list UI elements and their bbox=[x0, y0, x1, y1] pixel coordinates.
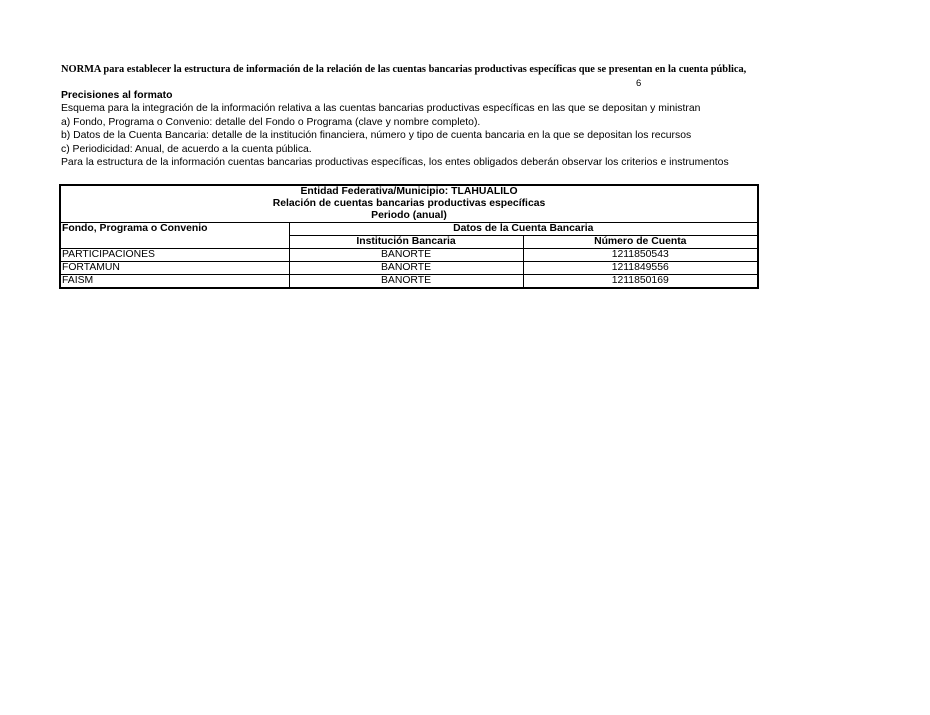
precisiones-line: b) Datos de la Cuenta Bancaria: detalle de la institución financiera, número y tipo de cuenta bancaria en la que se depositan los recursos bbox=[61, 130, 692, 142]
cell-fondo: FORTAMUN bbox=[60, 262, 289, 275]
table-header-entity-row bbox=[60, 185, 758, 198]
table-subtitle: Relación de cuentas bancarias productivas específicas bbox=[272, 198, 546, 209]
table-row bbox=[60, 262, 758, 275]
table-entity-title: Entidad Federativa/Municipio: TLAHUALILO bbox=[300, 186, 518, 197]
precisiones-line: c) Periodicidad: Anual, de acuerdo a la cuenta pública. bbox=[61, 143, 312, 155]
precisiones-line: a) Fondo, Programa o Convenio: detalle del Fondo o Programa (clave y nombre completo). bbox=[61, 116, 481, 128]
table-header-period-row bbox=[60, 210, 758, 223]
column-header-numero: Número de Cuenta bbox=[594, 236, 687, 247]
precisiones-line: Para la estructura de la información cuentas bancarias productivas específicas, los entes obligados deberán observar los criterios e instrumentos bbox=[61, 157, 729, 169]
table-period: Periodo (anual) bbox=[371, 210, 447, 221]
precisiones-line: Esquema para la integración de la información relativa a las cuentas bancarias productivas específicas en las que se depositan y ministran bbox=[61, 103, 701, 115]
cell-institucion: BANORTE bbox=[289, 275, 523, 289]
column-header-datos: Datos de la Cuenta Bancaria bbox=[289, 223, 758, 236]
cell-fondo: PARTICIPACIONES bbox=[60, 249, 289, 262]
table-column-header-row bbox=[60, 223, 758, 236]
precisiones-title: Precisiones al formato bbox=[61, 90, 173, 101]
cell-numero: 1211849556 bbox=[523, 262, 758, 275]
cell-fondo: FAISM bbox=[60, 275, 289, 289]
column-header-fondo: Fondo, Programa o Convenio bbox=[60, 223, 289, 249]
table-header-subtitle-row bbox=[60, 198, 758, 210]
page-number: 6 bbox=[636, 78, 642, 89]
column-header-institucion: Institución Bancaria bbox=[289, 236, 523, 249]
cell-numero: 1211850169 bbox=[611, 275, 669, 286]
accounts-table bbox=[59, 184, 759, 289]
table-row bbox=[60, 249, 758, 262]
table-row bbox=[60, 275, 758, 289]
precisiones-section bbox=[61, 89, 729, 169]
cell-institucion: BANORTE bbox=[289, 249, 523, 262]
cell-institucion: BANORTE bbox=[289, 262, 523, 275]
norma-title: NORMA para establecer la estructura de información de la relación de las cuentas bancarias productivas específicas que se presentan en la cuenta pública, bbox=[61, 64, 747, 75]
cell-numero: 1211850543 bbox=[523, 249, 758, 262]
